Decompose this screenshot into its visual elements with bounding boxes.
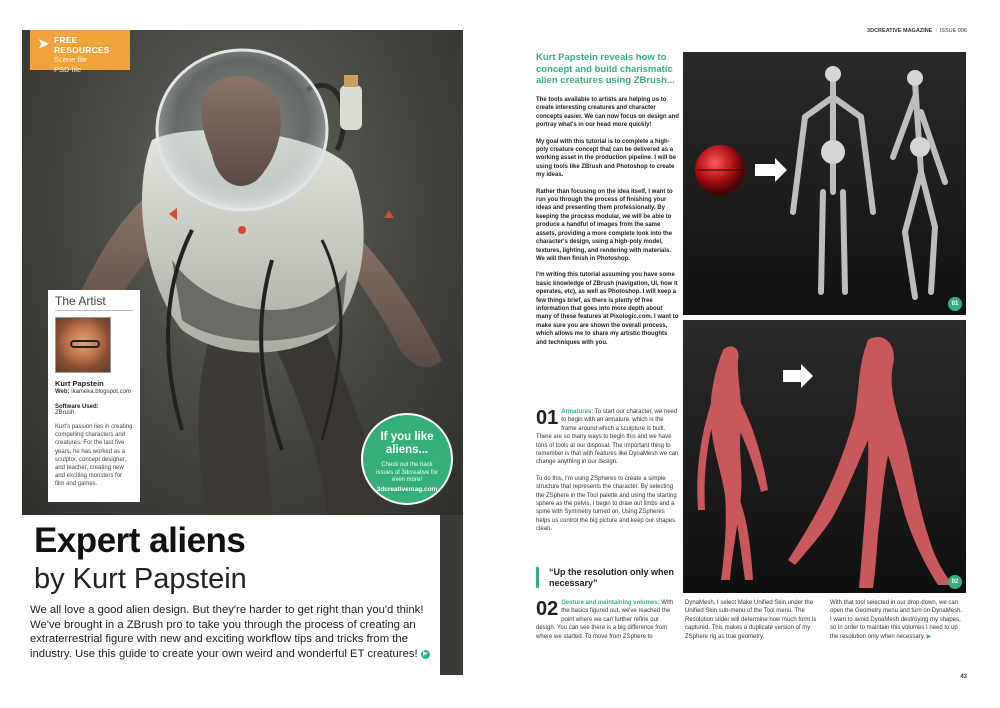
step-02-label: Gesture and maintaining volumes: xyxy=(561,600,660,606)
step-01 xyxy=(536,408,679,534)
article-intro xyxy=(30,603,430,662)
article-title: Expert aliens xyxy=(34,521,246,560)
title-panel xyxy=(22,515,440,675)
figure-01-armature xyxy=(683,52,966,315)
software-label: Software Used: xyxy=(55,404,99,410)
body-column xyxy=(536,96,679,355)
article-lead: Kurt Papstein reveals how to concept and build charismatic alien creatures using ZBrush... xyxy=(536,52,675,86)
masthead xyxy=(867,28,967,34)
paragraph-4: I'm writing this tutorial assuming you have some basic knowledge of ZBrush (navigation, UI, how it operates, etc), as well as Photoshop. I will keep a few things brief, as there is plenty of free information that goes into more depth about many of these features at Pixologic.com. I want to make sure you are shown the overall process, which allows me to share my artistic thoughts and techniques with you. xyxy=(536,272,679,346)
promo-title: If you like aliens... xyxy=(380,431,434,456)
badge-title: FREE RESOURCES xyxy=(54,35,110,55)
artist-name: Kurt Papstein xyxy=(55,379,104,388)
artist-web xyxy=(55,388,133,397)
free-resources-badge[interactable] xyxy=(30,30,130,74)
paragraph-1: The tools available to artists are helping us to create interesting creatures and character concepts easier. We can now focus on design and portray what's in our head more quickly! xyxy=(536,97,679,129)
glasses-shape xyxy=(70,340,100,348)
paragraph-3: Rather than focusing on the idea itself, I want to run you through the process of finishing your ideas and presenting them professionally. By keeping the process modular, we will be able to produce a handful of images from the same assets, providing a more complete look into the character's design, using a high-poly model, textures, lighting, and rendering with materials. We will then finish in Photoshop. xyxy=(536,188,673,262)
hero-image-extension xyxy=(440,515,463,675)
figure-01-number: 01 xyxy=(948,297,962,311)
armature-illustration xyxy=(683,52,966,315)
figure-02-dynamesh xyxy=(683,320,966,593)
step-01-text: To start our character, we need to begin with an armature, which is the frame around which a sculpture is built. There are so many ways to begin this and we have tons of tools at our disposal. The important thing to remember is that with features like DynaMesh we can change anything in our design. xyxy=(536,409,679,466)
end-arrow-icon: ▶ xyxy=(926,633,932,640)
figure-02-number: 02 xyxy=(948,575,962,589)
issue-number: ISSUE 096 xyxy=(939,28,967,34)
page-number: 43 xyxy=(960,674,967,680)
masthead-separator: | xyxy=(935,28,937,34)
dynamesh-illustration xyxy=(683,320,966,593)
column-3-text xyxy=(830,599,965,641)
pull-quote: “Up the resolution only when necessary” xyxy=(536,567,681,588)
artist-heading: The Artist xyxy=(55,294,133,311)
column-3-body: With that tool selected in our drop-down, we can open the Geometry menu and turn on DynaMesh. I want to avoid DynaMesh destroying my shapes, so in order to maintain this volumes I need to up the resolution only when necessary. xyxy=(830,600,963,640)
article-byline: by Kurt Papstein xyxy=(34,563,247,595)
right-page xyxy=(500,0,1000,708)
badge-scene-file[interactable]: Scene file xyxy=(54,55,87,64)
artist-bio: Kurt's passion lies in creating compelling characters and creatures. For the last five years, he has worked as a sculptor, concept designer, and teacher, creating new and exciting monsters for film and games. xyxy=(55,424,133,488)
step-01-label: Armatures: xyxy=(561,409,594,415)
artist-web-link[interactable]: ikameka.blogspot.com xyxy=(71,389,131,395)
promo-subtitle: Check out the back issues of 3dcreative for even more! xyxy=(376,462,438,483)
step-02-text: With the basics figured out, we've reached the point where we can further refine our design. You can see there is a big difference from where we started. To move from ZSphere to xyxy=(536,600,674,640)
step-01-text-2: To do this, I'm using ZSpheres to create a simple structure that represents the character. By selecting the ZSphere in the Tool palette and using the starting sphere as the pelvis, I begin to draw out limbs and a spine with Symmetry turned on. Using ZSpheres helps us control the big picture and keep our shapes clean. xyxy=(536,475,677,533)
back-issues-promo[interactable] xyxy=(361,413,453,505)
intro-text: We all love a good alien design. But they're harder to get right than you'd think! We've brought in a ZBrush pro to take you through the process of creating an extraterrestrial figure with new and exciting workflow tips and tricks from the industry. Use this guide to create your own weird and wonderful ET creatures! xyxy=(30,604,424,661)
paragraph-2: My goal with this tutorial is to complete a high-poly creature concept that can be delivered as a working asset in the production pipeline. I will be using tools like ZBrush and Photoshop to create my ideas. xyxy=(536,138,677,179)
software-value: ZBrush xyxy=(55,410,75,416)
magazine-name: 3DCREATIVE MAGAZINE xyxy=(867,28,933,34)
continue-arrow-icon: ▶ xyxy=(421,650,430,659)
column-2-text: DynaMesh, I select Make Unified Skin under the Unified Skin sub-menu of the Tool menu. The Resolution slider will determine how much form is captured. This makes a duplicate version of my ZSphere rig as true geometry. xyxy=(685,600,817,640)
artist-info-box xyxy=(48,290,140,502)
artist-web-label: Web: xyxy=(55,389,70,395)
badge-psd-file[interactable]: PSD file xyxy=(54,65,82,74)
step-01-number: 01 xyxy=(536,407,559,429)
download-arrow-icon: ➤ xyxy=(38,36,49,51)
step-02-number: 02 xyxy=(536,598,559,620)
promo-url-link[interactable]: 3dcreativemag.com xyxy=(376,485,438,493)
artist-avatar xyxy=(55,317,111,373)
step-02 xyxy=(536,599,679,641)
